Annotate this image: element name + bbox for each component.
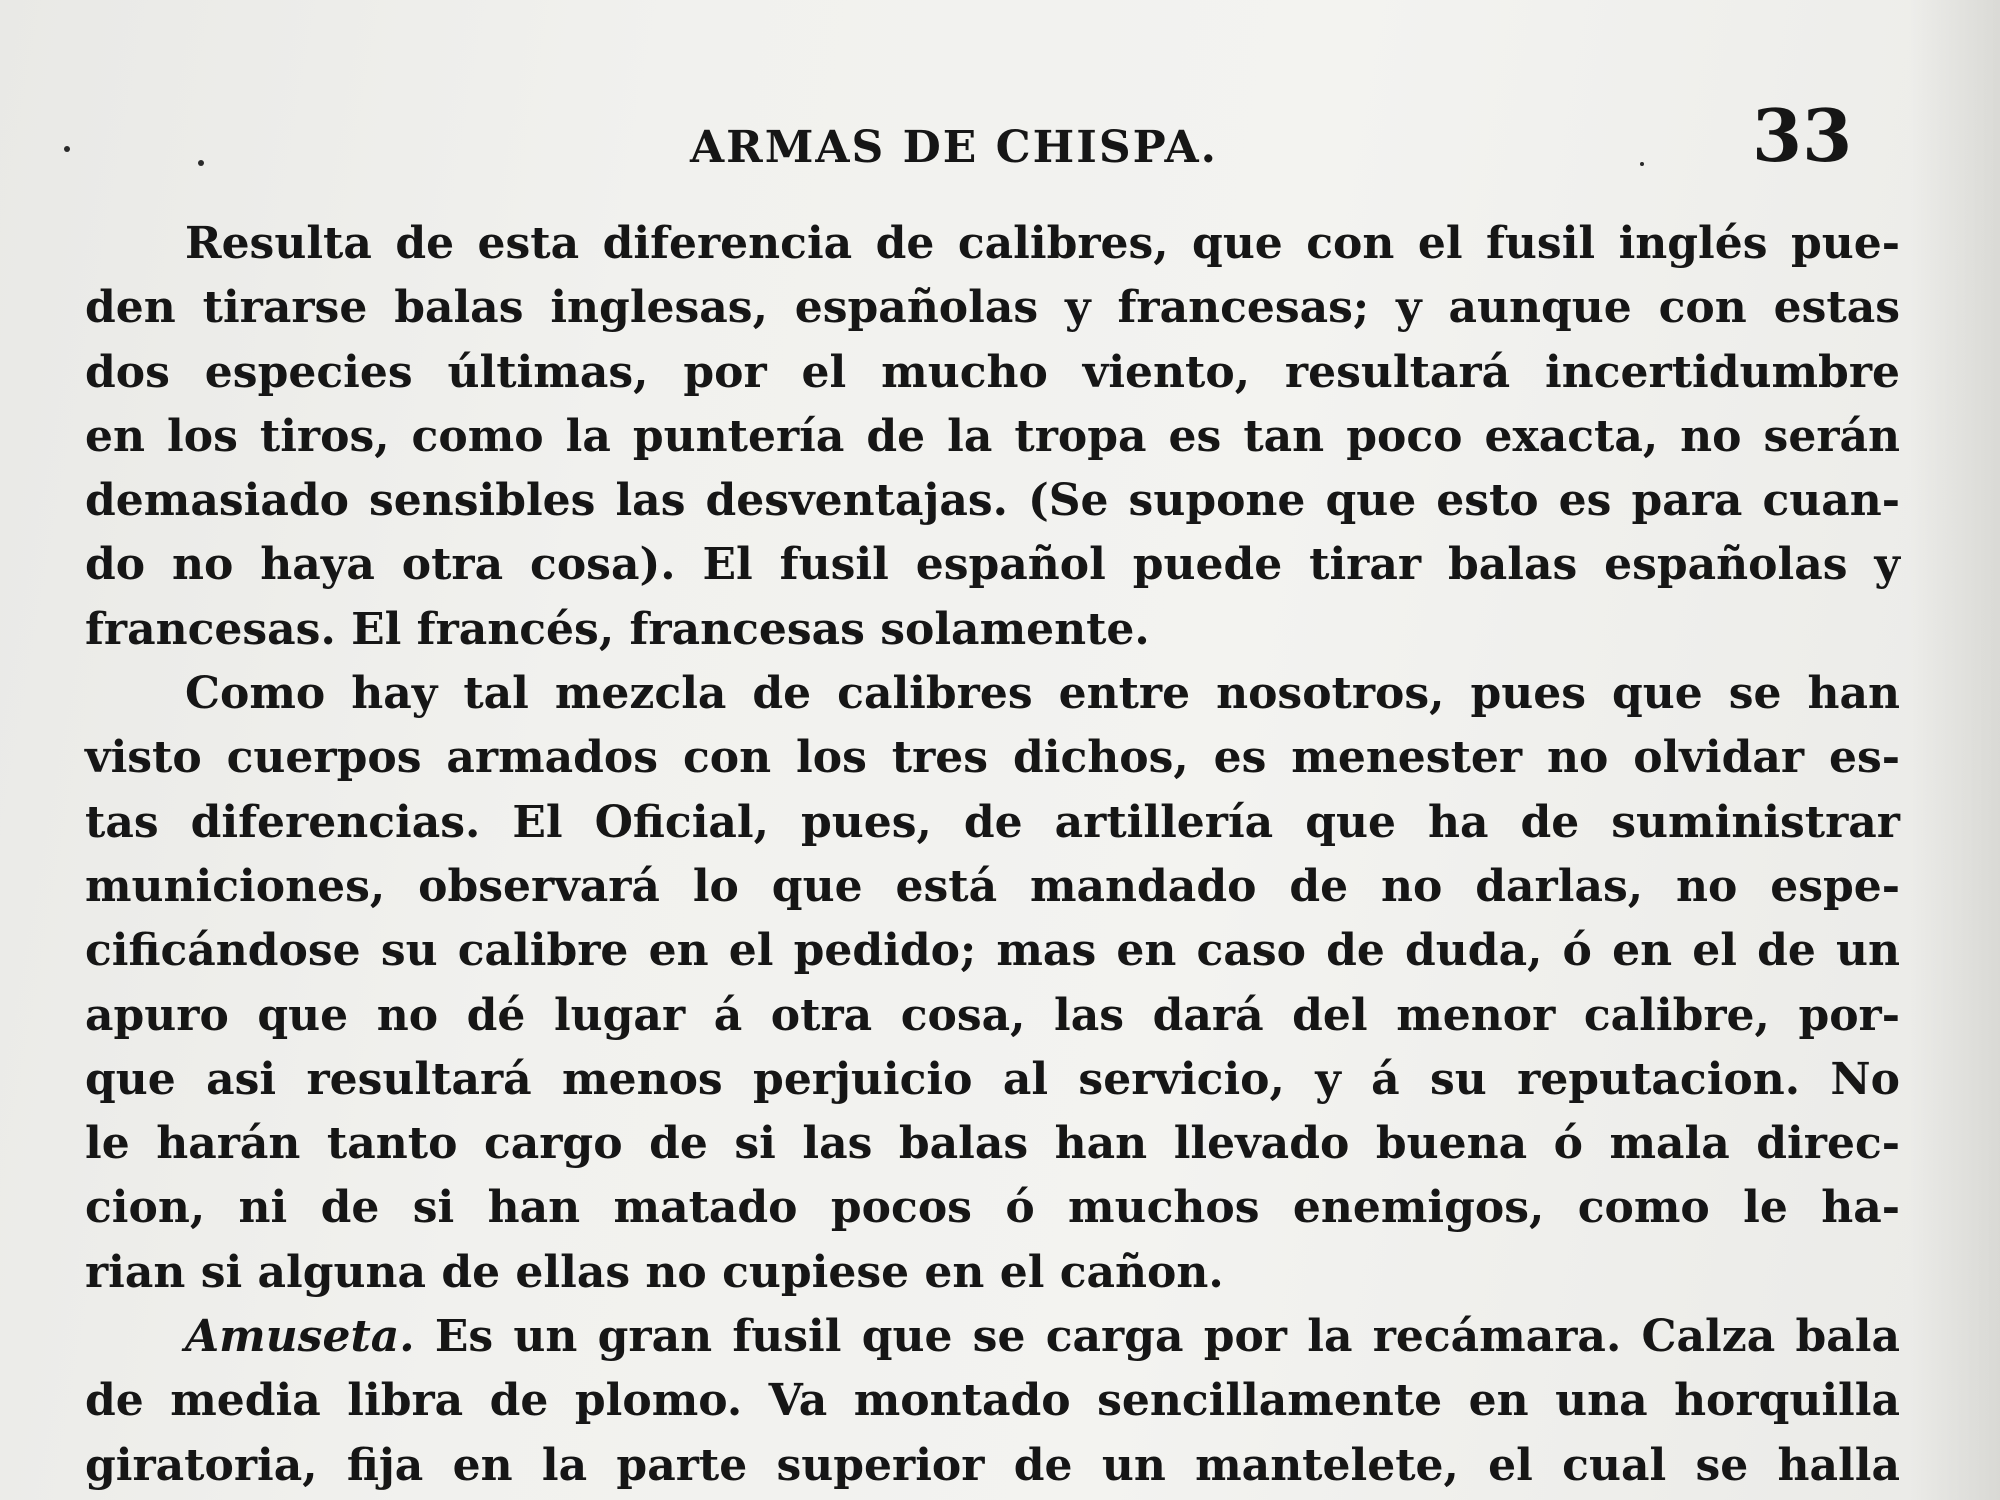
text-line: den tirarse balas inglesas, españolas y francesas; y aunque con estas: [85, 282, 1900, 334]
text-line: cificándose su calibre en el pedido; mas en caso de duda, ó en el de un: [85, 925, 1900, 977]
text-line: francesas. El francés, francesas solamente.: [85, 603, 1150, 655]
ink-speck: [64, 146, 70, 152]
text-line: demasiado sensibles las desventajas. (Se supone que esto es para cuan-: [85, 475, 1900, 527]
text-line: visto cuerpos armados con los tres dichos, es menester no olvidar es-: [85, 732, 1900, 784]
entry-term: Amuseta.: [185, 1311, 415, 1363]
text-line: dos especies últimas, por el mucho viento, resultará incertidumbre: [85, 346, 1900, 398]
text-line: [85, 1305, 1900, 1369]
entry-text: Es un gran fusil que se carga por la recámara. Calza bala: [434, 1311, 1900, 1363]
ink-speck: [1640, 162, 1644, 166]
page-header-title: ARMAS DE CHISPA.: [690, 122, 1218, 173]
text-line: le harán tanto cargo de si las balas han llevado buena ó mala direc-: [85, 1118, 1900, 1170]
text-line: tas diferencias. El Oficial, pues, de artillería que ha de suministrar: [85, 796, 1900, 848]
text-line: rian si alguna de ellas no cupiese en el cañon.: [85, 1246, 1224, 1298]
text-line: giratoria, fija en la parte superior de un mantelete, el cual se halla: [85, 1439, 1900, 1491]
text-line: en los tiros, como la puntería de la tropa es tan poco exacta, no serán: [85, 410, 1900, 462]
text-line: Como hay tal mezcla de calibres entre nosotros, pues que se han: [185, 668, 1900, 720]
text-line: de media libra de plomo. Va montado sencillamente en una horquilla: [85, 1375, 1900, 1427]
text-line: cion, ni de si han matado pocos ó muchos enemigos, como le ha-: [85, 1182, 1900, 1234]
body-text: [85, 212, 1900, 1498]
text-line: que asi resultará menos perjuicio al servicio, y á su reputacion. No: [85, 1053, 1900, 1105]
text-line: municiones, observará lo que está mandado de no darlas, no espe-: [85, 860, 1900, 912]
page-number: 33: [1752, 93, 1853, 178]
ink-speck: [198, 160, 204, 166]
running-head: [0, 93, 2000, 180]
text-line: Resulta de esta diferencia de calibres, que con el fusil inglés pue-: [185, 218, 1900, 269]
text-line: apuro que no dé lugar á otra cosa, las dará del menor calibre, por-: [85, 989, 1900, 1041]
page-edge-shadow: [1910, 0, 2000, 1500]
text-line: do no haya otra cosa). El fusil español puede tirar balas españolas y: [85, 539, 1900, 591]
